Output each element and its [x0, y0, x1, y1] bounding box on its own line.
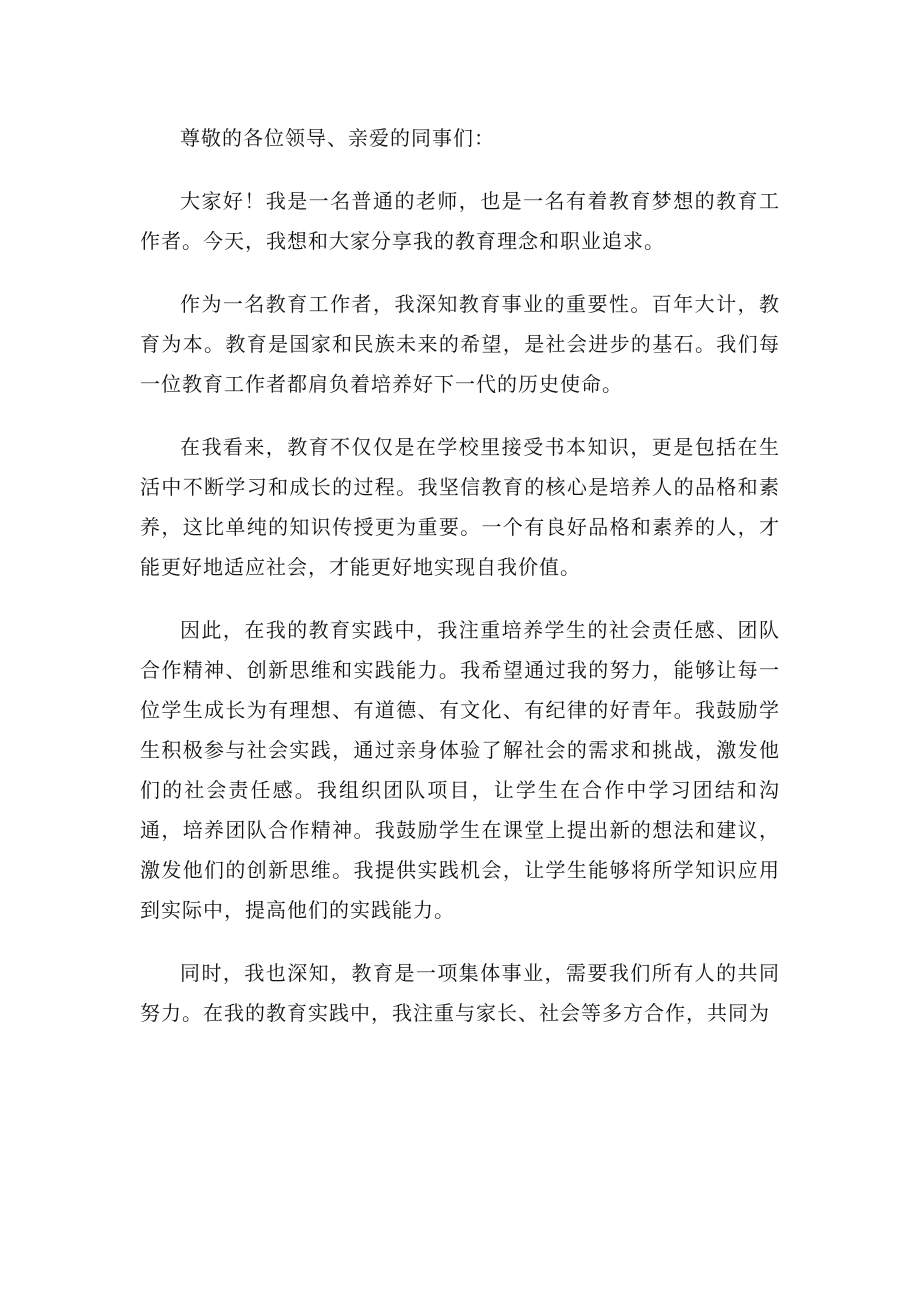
paragraph-greeting: 大家好！我是一名普通的老师，也是一名有着教育梦想的教育工作者。今天，我想和大家分享我的教育理念和职业追求。 — [140, 189, 780, 253]
salutation: 尊敬的各位领导、亲爱的同事们： — [180, 126, 495, 150]
paragraph-importance: 作为一名教育工作者，我深知教育事业的重要性。百年大计，教育为本。教育是国家和民族未来的希望，是社会进步的基石。我们每一位教育工作者都肩负着培养好下一代的历史使命。 — [140, 292, 780, 396]
paragraph-collaboration: 同时，我也深知，教育是一项集体事业，需要我们所有人的共同努力。在我的教育实践中，我注重与家长、社会等多方合作，共同为 — [140, 961, 780, 1025]
paragraph-philosophy: 在我看来，教育不仅仅是在学校里接受书本知识，更是包括在生活中不断学习和成长的过程。我坚信教育的核心是培养人的品格和素养，这比单纯的知识传授更为重要。一个有良好品格和素养的人，才能更好地适应社会，才能更好地实现自我价值。 — [140, 435, 780, 579]
document-body — [140, 118, 780, 1056]
paragraph-practice: 因此，在我的教育实践中，我注重培养学生的社会责任感、团队合作精神、创新思维和实践能力。我希望通过我的努力，能够让每一位学生成长为有理想、有道德、有文化、有纪律的好青年。我鼓励学生积极参与社会实践，通过亲身体验了解社会的需求和挑战，激发他们的社会责任感。我组织团队项目，让学生在合作中学习团结和沟通，培养团队合作精神。我鼓励学生在课堂上提出新的想法和建议，激发他们的创新思维。我提供实践机会，让学生能够将所学知识应用到实际中，提高他们的实践能力。 — [140, 618, 780, 922]
